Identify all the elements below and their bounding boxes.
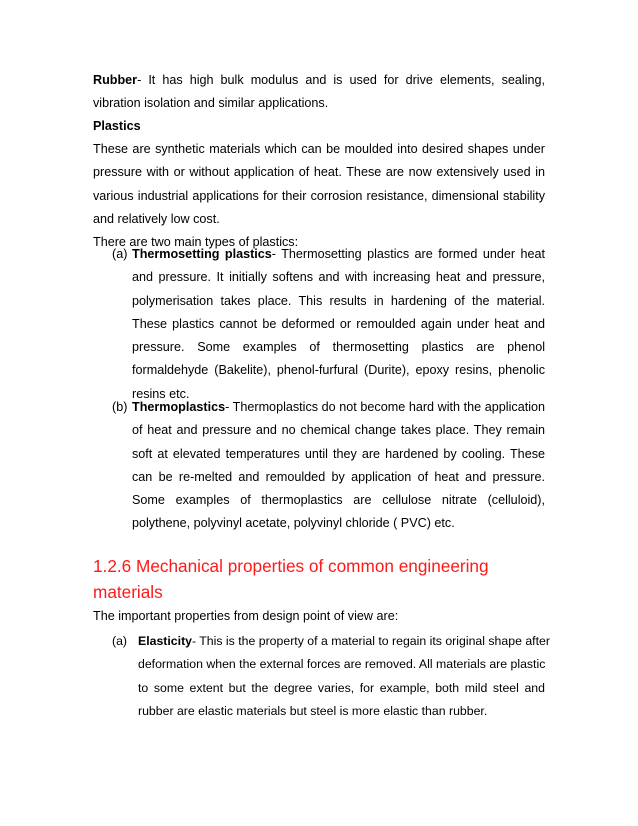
thermosetting-line: resins etc. xyxy=(132,386,190,401)
rubber-line-2: vibration isolation and similar applications. xyxy=(93,96,329,111)
rubber-text: - It has high bulk modulus and is used for drive elements, sealing, xyxy=(137,73,545,87)
thermosetting-line: polymerisation takes place. This results in hardening of the material. xyxy=(132,293,545,308)
elasticity-line: rubber are elastic materials but steel is more elastic than rubber. xyxy=(138,703,488,718)
thermoplastics-item xyxy=(112,396,545,536)
thermoplastics-line: soft at elevated temperatures until they are hardened by cooling. These xyxy=(132,446,545,461)
rubber-term: Rubber xyxy=(93,73,138,87)
elasticity-line: to some extent but the degree varies, for example, both mild steel and xyxy=(138,680,545,695)
section-heading xyxy=(93,553,553,605)
thermosetting-line: pressure. Some examples of thermosetting plastics are phenol xyxy=(132,340,545,355)
section-intro: The important properties from design point of view are: xyxy=(93,609,399,623)
thermosetting-line: and pressure. It initially softens and with increasing heat and pressure, xyxy=(132,270,545,285)
plastics-line: pressure with or without application of heat. These are now extensively used in xyxy=(93,165,545,180)
plastics-line: various industrial applications for their corrosion resistance, dimensional stability xyxy=(93,188,545,203)
thermoplastics-line-1 xyxy=(132,396,545,419)
thermoplastics-line: polythene, polyvinyl acetate, polyvinyl chloride ( PVC) etc. xyxy=(132,516,455,531)
plastics-line: These are synthetic materials which can be moulded into desired shapes under xyxy=(93,142,545,156)
thermoplastics-term: Thermoplastics xyxy=(132,400,226,414)
elasticity-line: deformation when the external forces are removed. All materials are plastic xyxy=(138,657,546,672)
elasticity-term: Elasticity xyxy=(138,634,192,648)
thermoplastics-line: Some examples of thermoplastics are cellulose nitrate (celluloid), xyxy=(132,493,545,508)
thermosetting-line: formaldehyde (Bakelite), phenol-furfural (Durite), epoxy resins, phenolic xyxy=(132,363,545,378)
elasticity-item xyxy=(112,630,550,723)
plastics-types-intro: There are two main types of plastics: xyxy=(93,235,299,250)
plastics-paragraph xyxy=(93,138,545,254)
thermosetting-item xyxy=(112,243,545,406)
thermosetting-term: Thermosetting plastics xyxy=(132,247,272,261)
elasticity-line-1 xyxy=(138,630,550,653)
elasticity-first: - This is the property of a material to regain its original shape after xyxy=(192,634,550,648)
thermosetting-first: - Thermosetting plastics are formed under heat xyxy=(271,247,545,261)
thermoplastics-line: can be re-melted and remoulded by application of heat and pressure. xyxy=(132,469,545,484)
thermoplastics-label: (b) xyxy=(112,400,128,414)
elasticity-label: (a) xyxy=(112,634,128,648)
rubber-paragraph xyxy=(93,69,545,116)
thermosetting-line: These plastics cannot be deformed or remoulded again under heat and xyxy=(132,316,545,331)
plastics-line: and relatively low cost. xyxy=(93,211,220,226)
thermoplastics-line: of heat and pressure and no chemical change takes place. They remain xyxy=(132,423,545,438)
section-heading-line-1: 1.2.6 Mechanical properties of common engineering xyxy=(93,556,489,576)
rubber-line-1 xyxy=(93,69,545,92)
thermoplastics-first: - Thermoplastics do not become hard with the application xyxy=(225,400,545,414)
plastics-title: Plastics xyxy=(93,119,141,133)
section-heading-line-2: materials xyxy=(93,582,163,602)
thermosetting-label: (a) xyxy=(112,247,128,261)
thermosetting-line-1 xyxy=(132,243,545,266)
